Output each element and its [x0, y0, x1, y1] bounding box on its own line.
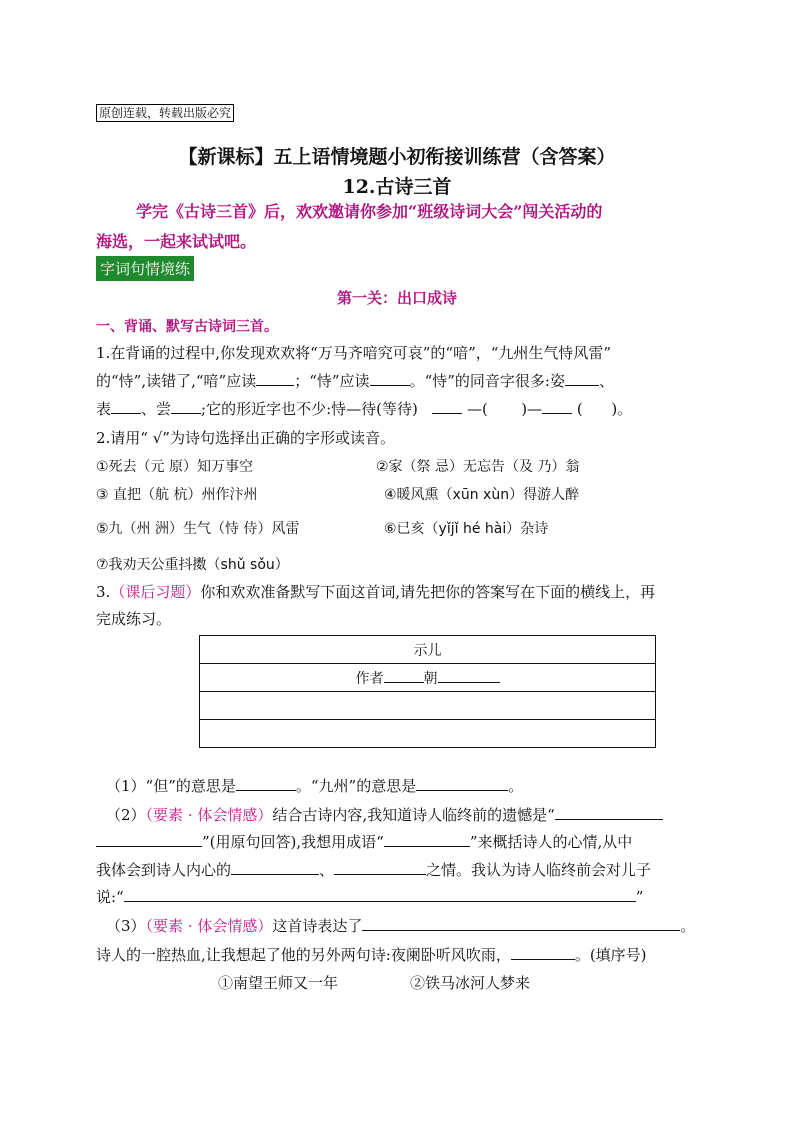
sub2-line-3 [96, 859, 651, 880]
q3-line-1 [96, 581, 655, 602]
q2-item-5[interactable]: ⑤九（州 洲）生气（恃 侍）风雷 [96, 521, 300, 537]
sub2-text: ”来概括诗人的心情,从中 [469, 833, 633, 851]
sub2-line-4 [96, 886, 643, 907]
dynasty-blank[interactable] [438, 681, 500, 683]
q1-text: ( [576, 400, 583, 418]
sub2-text: 、 [319, 861, 335, 879]
answer-blank[interactable] [542, 412, 572, 414]
q3-line-2: 完成练习。 [96, 610, 172, 628]
poem-line-2[interactable] [200, 720, 656, 748]
sub3-line-1 [106, 915, 695, 936]
page-title: 【新课标】五上语情境题小初衔接训练营（含答案） [178, 146, 616, 168]
q1-text: )— [521, 400, 543, 418]
answer-blank[interactable] [432, 412, 462, 414]
answer-blank[interactable] [555, 818, 663, 820]
q3-text: 你和欢欢准备默写下面这首词,请先把你的答案写在下面的横线上，再 [200, 583, 656, 601]
q2-item-6[interactable]: ⑥已亥（yǐjǐ hé hài）杂诗 [384, 521, 549, 537]
answer-blank[interactable] [362, 929, 680, 931]
q1-text: ;它的形近字也不少:恃—待(等待) [201, 400, 418, 418]
q1-text: ；“恃”应读 [294, 372, 370, 390]
q1-line-1: 1.在背诵的过程中,你发现欢欢将“万马齐喑究可哀”的“喑”，“九州生气恃风雷” [96, 344, 612, 362]
answer-blank[interactable] [511, 958, 575, 960]
q2-instruction: 2.请用“ √”为诗句选择出正确的字形或读音。 [96, 429, 395, 447]
answer-blank[interactable] [124, 900, 636, 902]
answer-blank[interactable] [416, 789, 508, 791]
q1-text: )。 [611, 400, 633, 418]
q1-line-3 [96, 398, 632, 419]
q1-text: 的“恃”,读错了,“喑”应读 [96, 372, 257, 390]
sub2-num: （2） [106, 806, 146, 824]
answer-blank[interactable] [370, 384, 410, 386]
answer-blank[interactable] [565, 384, 599, 386]
q1-text: 、 [598, 372, 614, 390]
answer-blank[interactable] [171, 412, 201, 414]
sub2-line-2 [96, 831, 632, 852]
sub3-num: （3） [106, 917, 146, 935]
intro-line-1: 学完《古诗三首》后，欢欢邀请你参加“班级诗词大会”闯关活动的 [136, 202, 603, 221]
option-2: ②铁马冰河人梦来 [410, 974, 531, 992]
sub2-text: 之情。我认为诗人临终前会对儿子 [426, 861, 652, 879]
q2-item-2[interactable]: ②家（祭 忌）无忘告（及 乃）翁 [376, 459, 580, 475]
copyright-stamp: 原创连载，转载出版必究 [96, 104, 234, 122]
answer-blank[interactable] [256, 384, 294, 386]
dynasty-label: 朝 [423, 670, 438, 687]
sub3-text: 这首诗表达了 [272, 917, 363, 935]
option-1: ①南望王师又一年 [218, 974, 339, 992]
sub1-text: （1）“但”的意思是 [106, 777, 236, 795]
section-tag: 字词句情境练 [96, 256, 194, 281]
sub2-text: 结合古诗内容,我知道诗人临终前的遗憾是“ [272, 806, 555, 824]
q1-text: 表 [96, 400, 112, 418]
q1-text: 、尝 [141, 400, 172, 418]
q2-item-4[interactable]: ④暖风熏（xūn xùn）得游人醉 [384, 487, 580, 503]
sub2-tag: （要素 · 体会情感） [145, 806, 273, 824]
sub3-text: 。(填序号) [574, 946, 647, 964]
sub3-text: 诗人的一腔热血,让我想起了他的另外两句诗:夜阑卧听风吹雨， [96, 946, 511, 964]
sub2-text: ” [635, 888, 644, 906]
intro-line-2: 海选，一起来试试吧。 [96, 232, 257, 251]
answer-blank[interactable] [111, 412, 141, 414]
sub3-line-2 [96, 944, 647, 965]
poem-line-1[interactable] [200, 692, 656, 720]
answer-blank[interactable] [96, 845, 202, 847]
answer-blank[interactable] [231, 873, 319, 875]
question-heading: 一、背诵、默写古诗词三首。 [96, 319, 278, 335]
q1-text: —( [466, 400, 488, 418]
answer-blank[interactable] [236, 789, 296, 791]
sub2-text: 我体会到诗人内心的 [96, 861, 232, 879]
q1-line-2 [96, 370, 614, 391]
answer-blank[interactable] [384, 845, 470, 847]
q2-item-7[interactable]: ⑦我劝天公重抖擞（shǔ sǒu） [96, 557, 289, 573]
sub1-line [106, 775, 523, 796]
sub1-text: 。 [508, 777, 524, 795]
q3-num: 3. [96, 583, 111, 601]
poem-author-row [200, 664, 656, 692]
sub2-line-1 [106, 804, 663, 825]
q1-text: 。“恃”的同音字很多:姿 [409, 372, 565, 390]
q2-item-3[interactable]: ③ 直把（航 杭）州作汴州 [96, 487, 258, 503]
poem-title: 示儿 [200, 636, 656, 664]
poem-table [199, 635, 656, 748]
sub1-text: 。“九州”的意思是 [295, 777, 417, 795]
lesson-title: 12.古诗三首 [342, 176, 452, 198]
sub3-text: 。 [680, 917, 696, 935]
q3-tag: （课后习题） [110, 583, 201, 601]
sub2-text: 说:“ [96, 888, 124, 906]
q2-item-1[interactable]: ①死去（元 原）知万事空 [96, 459, 254, 475]
author-blank[interactable] [384, 681, 424, 683]
stage-title: 第一关：出口成诗 [336, 289, 457, 307]
sub2-text: ”(用原句回答),我想用成语“ [202, 833, 384, 851]
author-label: 作者 [355, 670, 384, 687]
answer-blank[interactable] [334, 873, 426, 875]
sub3-tag: （要素 · 体会情感） [145, 917, 273, 935]
